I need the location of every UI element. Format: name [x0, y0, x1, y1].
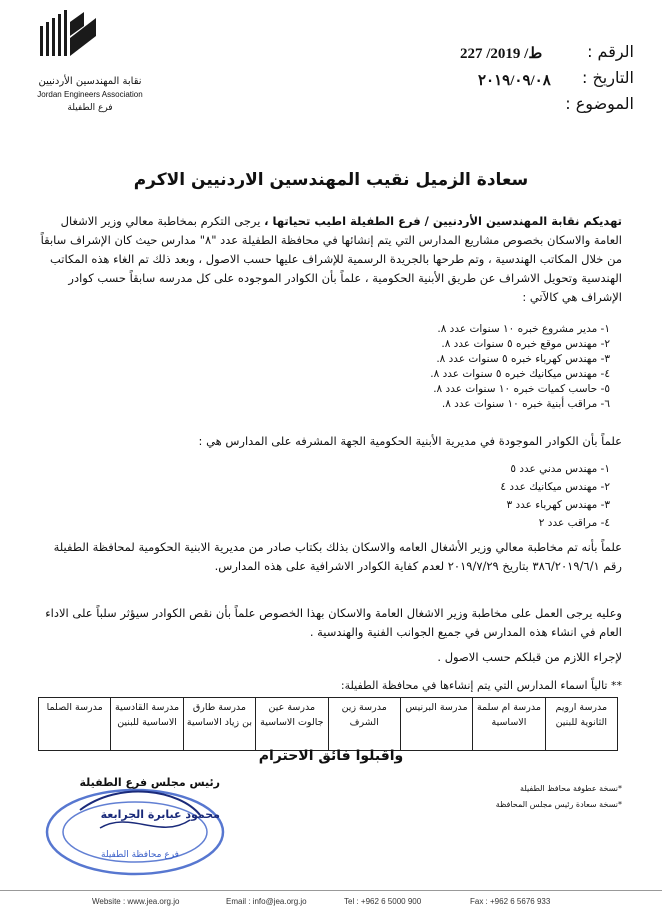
stamp-text: فرع محافظة الطفيلة	[101, 850, 179, 860]
list-item: ١- مدير مشروع خبره ١٠ سنوات عدد ٨.	[437, 323, 610, 335]
school-cell: مدرسة الصلما	[39, 698, 111, 751]
footer-website: Website : www.jea.org.jo	[92, 897, 180, 906]
school-cell: مدرسة ام سلمة الاساسية	[473, 698, 545, 751]
official-stamp	[40, 770, 230, 880]
logo-arabic-name: نقابة المهندسين الأردنيين	[38, 76, 142, 87]
school-cell: مدرسة ارويم الثانوية للبنين	[545, 698, 617, 751]
school-cell: مدرسة زين الشرف	[328, 698, 400, 751]
table-row	[39, 698, 618, 751]
list-item: ٣- مهندس كهرباء خبره ٥ سنوات عدد ٨.	[436, 353, 610, 365]
ref-number: 227 /ط/ 2019	[460, 46, 543, 62]
list-item: ٢- مهندس موقع خبره ٥ سنوات عدد ٨.	[441, 338, 610, 350]
school-cell: مدرسة البرنيس	[400, 698, 472, 751]
ref-label: الرقم :	[587, 42, 634, 61]
list-item: ٣- مهندس كهرباء عدد ٣	[506, 499, 610, 511]
closing-line: واقبلوا فائق الاحترام	[258, 748, 404, 764]
supervision-staff-list	[290, 322, 610, 412]
current-staff-paragraph: علماً بأن الكوادر الموجودة في مديرية الأبنية الحكومية الجهة المشرفه على المدارس هي :	[198, 434, 622, 448]
footer-fax: Fax : +962 6 5676 933	[470, 897, 551, 906]
footer-tel: Tel : +962 6 5000 900	[344, 897, 422, 906]
school-cell: مدرسة القادسية الاساسية للبنين	[111, 698, 183, 751]
intro-body: يرجى التكرم بمخاطبة معالي وزير الاشغال العامة والاسكان بخصوص مشاريع المدارس التي يتم إنشائها في محافظة الطفيلة عدد "٨" مدارس حيث كان الإشراف سابقاً من خلال المكاتب الهندسية ، وتم طرحها بالجريدة الرسمية للإشراف عليها حسب الاصول ، وبعد ذلك تم الغاء هذه المكاتب الهندسية وتحويل الاشراف عن طريق الأبنية الحكومية ، علماً بأن الكوادر الموجوده على كل مدرسه سابقاً حسب كوادر الإشراف هي كالآتي :	[40, 214, 622, 304]
list-item: ٤- مهندس ميكانيك خبره ٥ سنوات عدد ٨.	[430, 368, 610, 380]
subject-label: الموضوع :	[565, 94, 634, 113]
intro-paragraph	[32, 212, 622, 307]
date-label: التاريخ :	[581, 68, 634, 87]
jea-logo-icon	[38, 8, 98, 70]
footer-email: Email : info@jea.org.jo	[226, 897, 307, 906]
list-item: ٥- حاسب كميات خبره ١٠ سنوات عدد ٨.	[433, 383, 610, 395]
footer-contact-bar	[0, 890, 662, 917]
school-cell: مدرسة طارق بن زياد الاساسية	[183, 698, 255, 751]
school-cell: مدرسة عين جالوت الاساسية	[256, 698, 328, 751]
intro-greeting: تهديكم نقابة المهندسين الأردنيين / فرع الطفيلة اطيب تحياتها ،	[264, 214, 622, 228]
schools-intro: ** تالياً اسماء المدارس التي يتم إنشاءها في محافظة الطفيلة:	[340, 679, 622, 692]
logo-english-name: Jordan Engineers Association	[37, 90, 143, 99]
association-logo	[30, 8, 150, 113]
schools-table	[38, 697, 618, 751]
cc-line: *نسخة سعادة رئيس مجلس المحافظة	[495, 800, 622, 809]
list-item: ١- مهندس مدني عدد ٥	[510, 463, 610, 475]
action-paragraph: لإجراء اللازم من قبلكم حسب الاصول .	[437, 650, 622, 664]
cc-line: *نسخة عطوفة محافظ الطفيلة	[520, 784, 622, 793]
ministry-letter-paragraph: علماً بأنه تم مخاطبة معالي وزير الأشغال العامه والاسكان بذلك بكتاب صادر من مديرية الابنية الحكومية لمحافظة الطفيلة رقم ٣٨٦/٢٠١٩/٦/١ بتاريخ ٢٠١٩/٧/٢٩ لعدم كفاية الكوادر الاشرافية على هذه المدارس.	[53, 540, 622, 573]
signatory-title: رئيس مجلس فرع الطفيلة	[79, 776, 220, 789]
list-item: ٤- مراقب عدد ٢	[538, 517, 610, 529]
list-item: ٢- مهندس ميكانيك عدد ٤	[500, 481, 610, 493]
current-staff-list	[290, 460, 610, 532]
request-paragraph: وعليه يرجى العمل على مخاطبة وزير الاشغال العامة والاسكان بهذا الخصوص علماً بأن نقص الكوادر سيؤثر سلباً على الاداء العام في انشاء هذه المدارس في جميع الجوانب الفنية والهندسية .	[45, 606, 622, 639]
logo-branch-name: فرع الطفيلة	[67, 103, 113, 113]
page-title: سعادة الزميل نقيب المهندسين الاردنيين الاكرم	[133, 170, 529, 190]
list-item: ٦- مراقب أبنية خبره ١٠ سنوات عدد ٨.	[441, 398, 610, 410]
signatory-name: محمود عبابرة الجرابعة	[100, 808, 220, 821]
letter-date: ٢٠١٩/٠٩/٠٨	[478, 73, 551, 89]
